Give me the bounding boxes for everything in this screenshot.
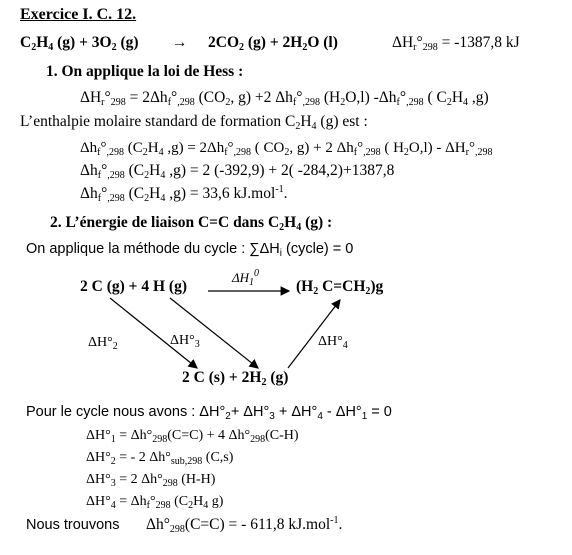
- cycle-right-species: ($H_2$ $C=CH_2)g$: [296, 278, 384, 297]
- exercise-title: Exercice I. C. 12.: [20, 6, 137, 23]
- reaction-enthalpy: $\Delta H_r^\circ_{298} = -1387,8$ kJ: [392, 34, 520, 53]
- hess-law-equation: $\Delta H_r^\circ_{298} = 2\Delta h_f^\circ_{,298}$ ($CO_2$, g) +2 $\Delta h_f^\circ_{,298}$ $(H_2O,l)$ $-\Delta h_f^\circ_{,298}$ ( $C_2H_4$ ,g): [80, 89, 489, 108]
- cycle-dh4-label: $\Delta H^\circ_4$: [318, 334, 348, 351]
- cycle-dh1-label: $\Delta H_1^0$: [232, 268, 260, 288]
- result-value: $\Delta h^\circ_{298}(C=C)$ = - 611,8 kJ.mol$^{-1}$.: [146, 515, 343, 535]
- reaction-products: $2CO_2$ $(g) + 2H_2O$ (l): [208, 34, 338, 53]
- formation-equation-2: $\Delta h_f^\circ_{,298}$ ($C_2H_4$ ,g) = 2 (-392,9) + 2( -284,2)+1387,8: [80, 162, 395, 181]
- cycle-dh2-label: $\Delta H^\circ_2$: [88, 335, 118, 352]
- def-dh1: $\Delta H^\circ_1 = \Delta h^\circ_{298}(C=C) + 4$ $\Delta h^\circ_{298}(C-H)$: [86, 428, 299, 445]
- cycle-left-species: 2 C (g) + 4 H (g): [80, 278, 187, 295]
- cycle-bottom-species: 2 C $(s) + 2H_2$ (g): [182, 369, 289, 388]
- def-dh2: $\Delta H^\circ_2$ = - 2 $\Delta h^\circ_{sub,298}$ (C,s): [86, 450, 234, 467]
- result-label: Nous trouvons: [26, 517, 120, 533]
- reaction-reactants: $C_2H_4$ $(g) + 3O_2$ (g): [20, 34, 139, 53]
- part1-heading: 1. On applique la loi de Hess :: [46, 63, 244, 80]
- formation-enthalpy-intro: L’enthalpie molaire standard de formation $C_2H_4$ (g) est :: [20, 113, 368, 132]
- def-dh4: $\Delta H^\circ_4 = \Delta h_f^\circ_{298}$ ($C_2H_4$ g): [86, 494, 224, 511]
- part2-heading: 2. L’énergie de liaison C=C dans $C_2H_4$ (g) :: [50, 214, 333, 233]
- formation-result: $\Delta h_f^\circ_{,298}$ ($C_2H_4$ ,g) = 33,6 kJ.mol$^{-1}$.: [80, 184, 288, 204]
- reaction-arrow: →: [172, 34, 188, 51]
- cycle-method: On applique la méthode du cycle : $\sum\Delta H_i$ (cycle) = 0: [26, 241, 354, 259]
- cycle-dh3-label: $\Delta H^\circ_3$: [170, 333, 200, 350]
- def-dh3: $\Delta H^\circ_3 = 2$ $\Delta h^\circ_{298}$ (H-H): [86, 472, 216, 489]
- formation-equation-1: $\Delta h_f^\circ_{,298}$ ($C_2H_4$ $,g) = 2\Delta h_f^\circ_{,298}$ ( $CO_2$, g) + 2 $\Delta h_f^\circ_{,298}$ ( $H_2O,l) - \Delta H_r^\circ_{,298}$: [80, 140, 493, 158]
- cycle-relation: Pour le cycle nous avons : $\Delta H^\circ_2+ \Delta H^\circ_3 + \Delta H^\circ_4 - \Delta H^\circ_1 = 0$: [26, 404, 392, 422]
